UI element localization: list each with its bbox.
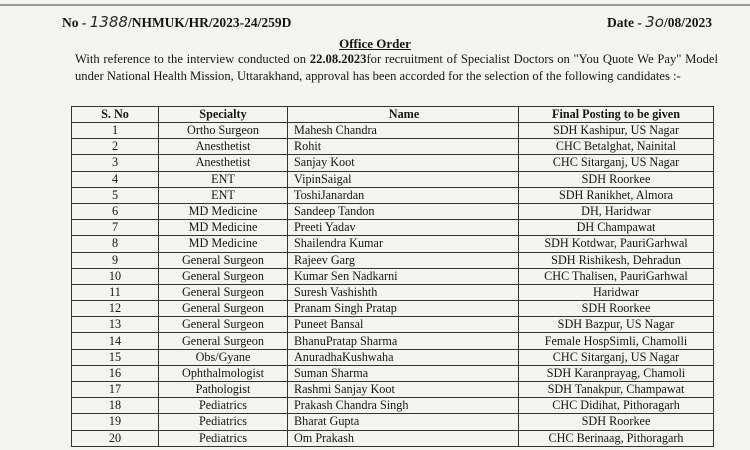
cell-sno: 14 — [72, 333, 159, 349]
cell-sno: 4 — [72, 171, 159, 187]
cell-sno: 20 — [72, 430, 159, 446]
table-row — [72, 268, 714, 284]
order-number-label: No - — [62, 15, 87, 30]
page-top-rule — [0, 4, 750, 6]
cell-specialty: MD Medicine — [159, 236, 288, 252]
cell-specialty: Anesthetist — [159, 155, 288, 171]
cell-name: Suresh Vashishth — [288, 284, 519, 300]
cell-specialty: ENT — [159, 171, 288, 187]
table-row — [72, 430, 714, 446]
cell-specialty: ENT — [159, 187, 288, 203]
table-row — [72, 301, 714, 317]
cell-sno: 10 — [72, 268, 159, 284]
cell-specialty: General Surgeon — [159, 333, 288, 349]
cell-name: VipinSaigal — [288, 171, 519, 187]
cell-sno: 7 — [72, 220, 159, 236]
cell-posting: CHC Betalghat, Nainital — [519, 139, 714, 155]
cell-name: Rohit — [288, 139, 519, 155]
table-row — [72, 123, 714, 139]
header-col-sno: S. No — [72, 107, 159, 123]
cell-specialty: MD Medicine — [159, 203, 288, 219]
interview-date: 22.08.2023 — [309, 52, 367, 66]
cell-posting: CHC Sitarganj, US Nagar — [519, 155, 714, 171]
table-row — [72, 139, 714, 155]
cell-specialty: General Surgeon — [159, 284, 288, 300]
cell-name: Pranam Singh Pratap — [288, 301, 519, 317]
candidates-table — [71, 106, 714, 447]
cell-name: Rajeev Garg — [288, 252, 519, 268]
cell-specialty: Ortho Surgeon — [159, 123, 288, 139]
table-row — [72, 365, 714, 381]
cell-posting: SDH Ranikhet, Almora — [519, 187, 714, 203]
cell-specialty: General Surgeon — [159, 317, 288, 333]
cell-posting: CHC Sitarganj, US Nagar — [519, 349, 714, 365]
cell-posting: SDH Bazpur, US Nagar — [519, 317, 714, 333]
cell-specialty: Ophthalmologist — [159, 365, 288, 381]
table-body — [72, 123, 714, 447]
cell-specialty: Pediatrics — [159, 414, 288, 430]
cell-posting: SDH Tanakpur, Champawat — [519, 382, 714, 398]
cell-name: Sandeep Tandon — [288, 203, 519, 219]
cell-specialty: Obs/Gyane — [159, 349, 288, 365]
cell-name: Prakash Chandra Singh — [288, 398, 519, 414]
cell-name: Om Prakash — [288, 430, 519, 446]
cell-name: Suman Sharma — [288, 365, 519, 381]
cell-sno: 15 — [72, 349, 159, 365]
table-row — [72, 382, 714, 398]
header-col-specialty: Specialty — [159, 107, 288, 123]
table-row — [72, 349, 714, 365]
header-col-name: Name — [288, 107, 519, 123]
cell-sno: 8 — [72, 236, 159, 252]
table-row — [72, 220, 714, 236]
cell-posting: SDH Roorkee — [519, 301, 714, 317]
cell-name: Puneet Bansal — [288, 317, 519, 333]
order-number — [62, 13, 291, 31]
table-row — [72, 317, 714, 333]
cell-name: Kumar Sen Nadkarni — [288, 268, 519, 284]
order-header — [62, 13, 712, 33]
cell-posting: Female HospSimli, Chamolli — [519, 333, 714, 349]
cell-sno: 16 — [72, 365, 159, 381]
cell-specialty: Pathologist — [159, 382, 288, 398]
table-header-row — [72, 107, 714, 123]
table-row — [72, 398, 714, 414]
order-number-handwritten: 1388 — [89, 13, 128, 31]
cell-posting: CHC Didihat, Pithoragarh — [519, 398, 714, 414]
table-row — [72, 284, 714, 300]
intro-text-2: for recruitment of Specialist Doctors on "You Quote We Pay" Model under National Health Mission, Uttarakhand, approval has been accorded for the selection of the following candidates :- — [75, 52, 718, 83]
table-row — [72, 187, 714, 203]
table-row — [72, 236, 714, 252]
cell-sno: 17 — [72, 382, 159, 398]
cell-name: ToshiJanardan — [288, 187, 519, 203]
intro-paragraph — [75, 51, 718, 85]
cell-specialty: MD Medicine — [159, 220, 288, 236]
intro-text-1: With reference to the interview conducted on — [75, 52, 310, 66]
table-row — [72, 171, 714, 187]
cell-sno: 1 — [72, 123, 159, 139]
cell-name: Shailendra Kumar — [288, 236, 519, 252]
table-row — [72, 333, 714, 349]
cell-name: Preeti Yadav — [288, 220, 519, 236]
cell-specialty: Anesthetist — [159, 139, 288, 155]
cell-name: Bharat Gupta — [288, 414, 519, 430]
cell-posting: CHC Thalisen, PauriGarhwal — [519, 268, 714, 284]
cell-posting: SDH Karanprayag, Chamoli — [519, 365, 714, 381]
cell-sno: 13 — [72, 317, 159, 333]
header-col-posting: Final Posting to be given — [519, 107, 714, 123]
table-row — [72, 414, 714, 430]
cell-specialty: General Surgeon — [159, 268, 288, 284]
cell-posting: DH Champawat — [519, 220, 714, 236]
table-row — [72, 252, 714, 268]
cell-sno: 19 — [72, 414, 159, 430]
cell-sno: 12 — [72, 301, 159, 317]
cell-sno: 6 — [72, 203, 159, 219]
cell-specialty: General Surgeon — [159, 252, 288, 268]
cell-posting: DH, Haridwar — [519, 203, 714, 219]
cell-sno: 18 — [72, 398, 159, 414]
table-row — [72, 203, 714, 219]
cell-name: Sanjay Koot — [288, 155, 519, 171]
cell-posting: SDH Kotdwar, PauriGarhwal — [519, 236, 714, 252]
cell-sno: 5 — [72, 187, 159, 203]
document-title: Office Order — [339, 36, 411, 51]
order-date-handwritten: 3o — [645, 13, 664, 31]
cell-name: AnuradhaKushwaha — [288, 349, 519, 365]
cell-posting: SDH Roorkee — [519, 171, 714, 187]
order-date-suffix: /08/2023 — [663, 15, 712, 30]
table-row — [72, 155, 714, 171]
cell-name: Rashmi Sanjay Koot — [288, 382, 519, 398]
cell-sno: 3 — [72, 155, 159, 171]
cell-posting: CHC Berinaag, Pithoragarh — [519, 430, 714, 446]
cell-sno: 2 — [72, 139, 159, 155]
cell-posting: SDH Roorkee — [519, 414, 714, 430]
cell-posting: SDH Rishikesh, Dehradun — [519, 252, 714, 268]
order-date — [607, 13, 712, 31]
cell-sno: 9 — [72, 252, 159, 268]
cell-specialty: Pediatrics — [159, 398, 288, 414]
cell-name: Mahesh Chandra — [288, 123, 519, 139]
order-number-suffix: /NHMUK/HR/2023-24/259D — [127, 15, 292, 30]
cell-specialty: Pediatrics — [159, 430, 288, 446]
cell-posting: Haridwar — [519, 284, 714, 300]
cell-name: BhanuPratap Sharma — [288, 333, 519, 349]
cell-specialty: General Surgeon — [159, 301, 288, 317]
cell-sno: 11 — [72, 284, 159, 300]
cell-posting: SDH Kashipur, US Nagar — [519, 123, 714, 139]
order-date-label: Date - — [607, 15, 642, 30]
